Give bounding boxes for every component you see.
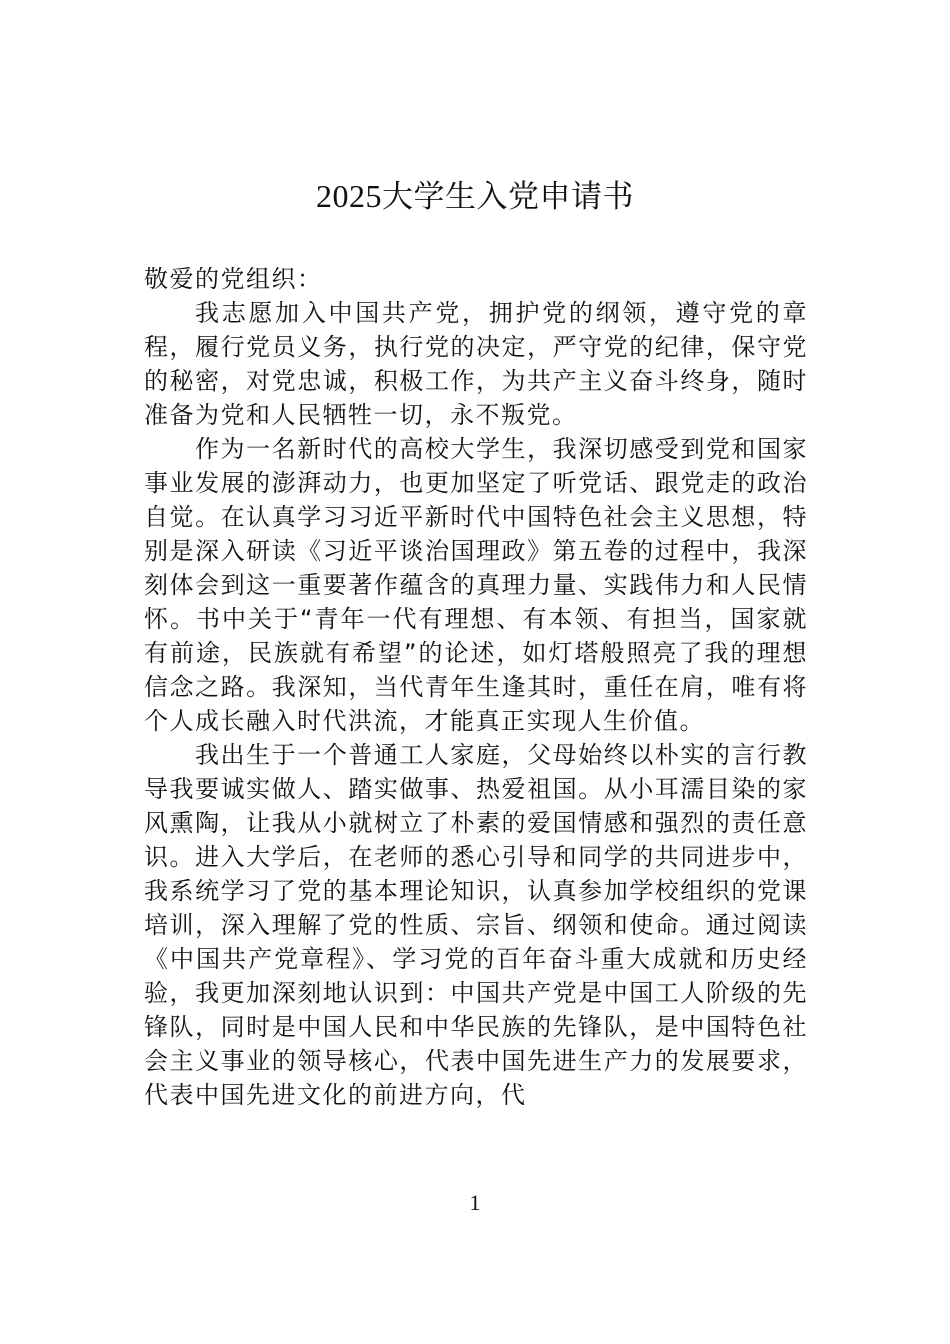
document-body bbox=[144, 262, 808, 1112]
title-text: 大学生入党申请书 bbox=[382, 179, 634, 215]
salutation: 敬爱的党组织： bbox=[144, 265, 323, 293]
paragraph-2: 作为一名新时代的高校大学生，我深切感受到党和国家事业发展的澎湃动力，也更加坚定了听党话、跟党走的政治自觉。在认真学习习近平新时代中国特色社会主义思想，特别是深入研读《习近平谈治国理政》第五卷的过程中，我深刻体会到这一重要著作蕴含的真理力量、实践伟力和人民情怀。书中关于“青年一代有理想、有本领、有担当，国家就有前途，民族就有希望”的论述，如灯塔般照亮了我的理想信念之路。我深知，当代青年生逢其时，重任在肩，唯有将个人成长融入时代洪流，才能真正实现人生价值。 bbox=[144, 435, 808, 735]
title-year: 2025 bbox=[316, 178, 382, 214]
document-title bbox=[0, 174, 950, 219]
page-number: 1 bbox=[469, 1190, 481, 1215]
paragraph-1: 我志愿加入中国共产党，拥护党的纲领，遵守党的章程，履行党员义务，执行党的决定，严守党的纪律，保守党的秘密，对党忠诚，积极工作，为共产主义奋斗终身，随时准备为党和人民牺牲一切，永不叛党。 bbox=[144, 299, 808, 429]
paragraph-3: 我出生于一个普通工人家庭，父母始终以朴实的言行教导我要诚实做人、踏实做事、热爱祖国。从小耳濡目染的家风熏陶，让我从小就树立了朴素的爱国情感和强烈的责任意识。进入大学后，在老师的悉心引导和同学的共同进步中，我系统学习了党的基本理论知识，认真参加学校组织的党课培训，深入理解了党的性质、宗旨、纲领和使命。通过阅读《中国共产党章程》、学习党的百年奋斗重大成就和历史经验，我更加深刻地认识到：中国共产党是中国工人阶级的先锋队，同时是中国人民和中华民族的先锋队，是中国特色社会主义事业的领导核心，代表中国先进生产力的发展要求，代表中国先进文化的前进方向，代 bbox=[144, 741, 808, 1109]
